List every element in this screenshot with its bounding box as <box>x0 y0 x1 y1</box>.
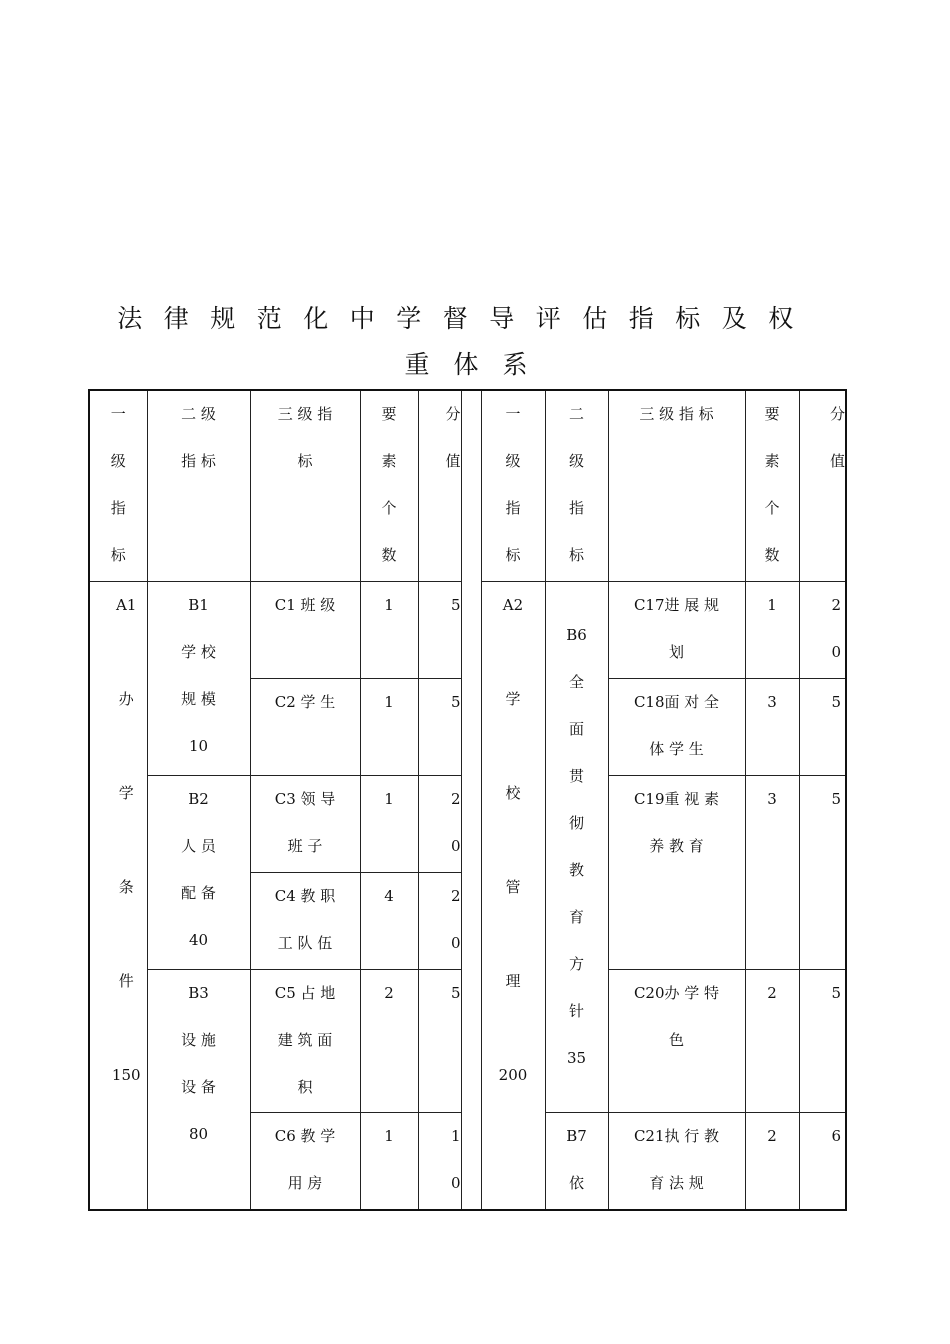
b3-level2-index: B3 设 施 设 备 80 <box>147 970 250 1211</box>
c3-element-count: 1 <box>360 776 418 873</box>
title-line-1: 法律规范化中学督导评估指标及权 <box>117 304 815 333</box>
c17-indicator: C17进 展 规 划 <box>608 582 745 679</box>
header-score-left: 分 值 <box>418 390 461 582</box>
c21-score: 6 <box>799 1113 846 1211</box>
c6-element-count: 1 <box>360 1113 418 1211</box>
c2-score: 5 <box>418 679 461 776</box>
title-line-2: 重体系 <box>404 350 552 379</box>
column-gap <box>461 390 481 1210</box>
c2-element-count: 1 <box>360 679 418 776</box>
header-score-right: 分 值 <box>799 390 846 582</box>
c19-score: 5 <box>799 776 846 970</box>
c21-indicator: C21执 行 教 育 法 规 <box>608 1113 745 1211</box>
b1-level2-index: B1 学 校 规 模 10 <box>147 582 250 776</box>
c3-score: 2 0 <box>418 776 461 873</box>
c1-element-count: 1 <box>360 582 418 679</box>
c18-score: 5 <box>799 679 846 776</box>
header-level2-right: 二 级 指 标 <box>545 390 608 582</box>
c4-score: 2 0 <box>418 873 461 970</box>
c4-indicator: C4 教 职 工 队 伍 <box>250 873 360 970</box>
header-level1-left: 一 级 指 标 <box>89 390 147 582</box>
a1-level1-index: A1 办 学 条 件 150 <box>89 582 147 1211</box>
c6-indicator: C6 教 学 用 房 <box>250 1113 360 1211</box>
c20-score: 5 <box>799 970 846 1113</box>
header-level2-left: 二 级 指 标 <box>147 390 250 582</box>
a2-level1-index: A2 学 校 管 理 200 <box>481 582 545 1211</box>
c18-indicator: C18面 对 全 体 学 生 <box>608 679 745 776</box>
b7-level2-index: B7 依 <box>545 1113 608 1211</box>
b2-level2-index: B2 人 员 配 备 40 <box>147 776 250 970</box>
c18-element-count: 3 <box>745 679 799 776</box>
header-level1-right: 一 级 指 标 <box>481 390 545 582</box>
c19-indicator: C19重 视 素 养 教 育 <box>608 776 745 970</box>
c5-indicator: C5 占 地 建 筑 面 积 <box>250 970 360 1113</box>
c3-indicator: C3 领 导 班 子 <box>250 776 360 873</box>
header-element-count-right: 要 素 个 数 <box>745 390 799 582</box>
b6-level2-index: B6 全 面 贯 彻 教 育 方 针 35 <box>545 582 608 1113</box>
header-element-count-left: 要 素 个 数 <box>360 390 418 582</box>
c17-score: 2 0 <box>799 582 846 679</box>
c1-indicator: C1 班 级 <box>250 582 360 679</box>
table-header-row <box>89 390 846 582</box>
header-level3-right: 三 级 指 标 <box>608 390 745 582</box>
evaluation-index-table <box>88 389 847 1211</box>
header-level3-left: 三 级 指 标 <box>250 390 360 582</box>
c20-indicator: C20办 学 特 色 <box>608 970 745 1113</box>
c4-element-count: 4 <box>360 873 418 970</box>
c5-score: 5 <box>418 970 461 1113</box>
c1-score: 5 <box>418 582 461 679</box>
c2-indicator: C2 学 生 <box>250 679 360 776</box>
c17-element-count: 1 <box>745 582 799 679</box>
c20-element-count: 2 <box>745 970 799 1113</box>
c6-score: 1 0 <box>418 1113 461 1211</box>
c19-element-count: 3 <box>745 776 799 970</box>
c21-element-count: 2 <box>745 1113 799 1211</box>
c5-element-count: 2 <box>360 970 418 1113</box>
